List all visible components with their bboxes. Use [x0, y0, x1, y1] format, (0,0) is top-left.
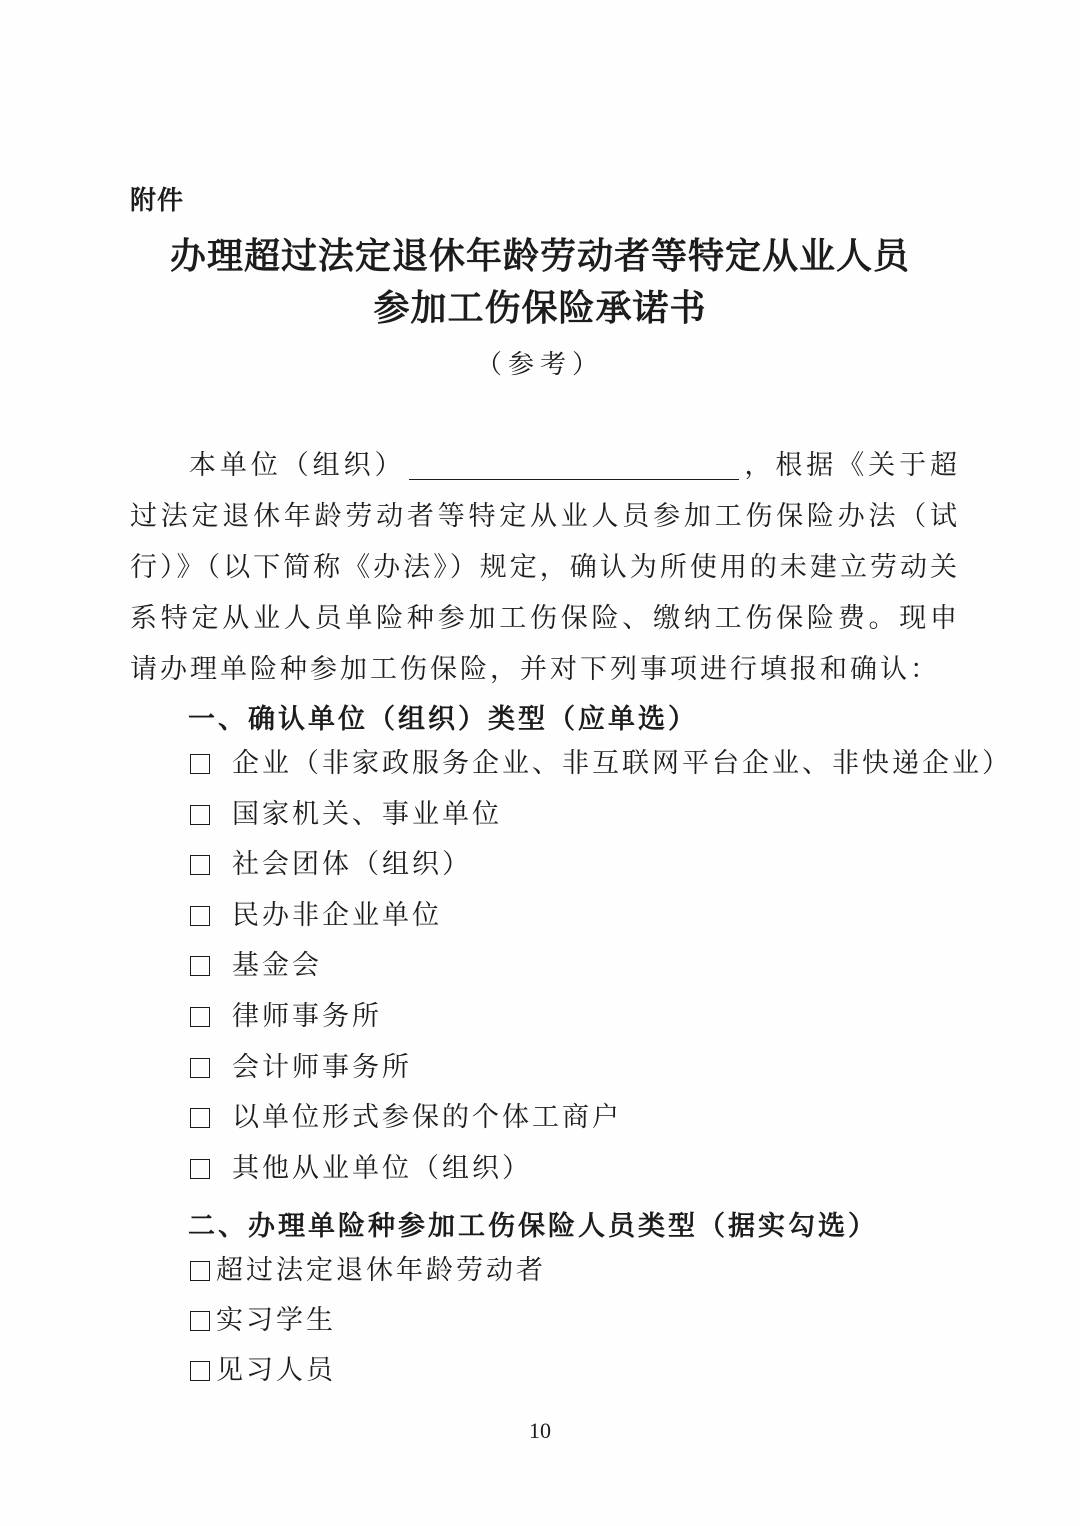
org-type-option[interactable] [190, 949, 322, 983]
checkbox-icon[interactable] [190, 754, 210, 774]
page-number: 10 [529, 1418, 551, 1443]
checkbox-icon[interactable] [190, 1108, 210, 1128]
checkbox-icon[interactable] [190, 1361, 210, 1381]
section1-heading: 一、确认单位（组织）类型（应单选） [188, 704, 698, 735]
org-type-option[interactable] [190, 1101, 622, 1135]
organization-name-blank[interactable] [409, 447, 739, 480]
checkbox-icon[interactable] [190, 855, 210, 875]
org-type-option[interactable] [190, 1152, 532, 1186]
intro-body: ，根据《关于超过法定退休年龄劳动者等特定从业人员参加工伤保险办法（试行）》（以下简称《办法》）规定，确认为所使用的未建立劳动关系特定从业人员单险种参加工伤保险、缴纳工伤保险费。现申请办理单险种参加工伤保险，并对下列事项进行填报和确认： [130, 450, 961, 685]
attachment-label: 附件 [130, 186, 185, 216]
document-title-line1: 办理超过法定退休年龄劳动者等特定从业人员 [169, 235, 910, 277]
org-type-option[interactable] [190, 747, 1012, 781]
document-title-line2: 参加工伤保险承诺书 [373, 287, 707, 329]
option-label: 企业（非家政服务企业、非互联网平台企业、非快递企业） [232, 748, 1012, 779]
checkbox-icon[interactable] [190, 1058, 210, 1078]
option-label: 见习人员 [216, 1355, 336, 1386]
person-type-option[interactable] [190, 1304, 336, 1338]
checkbox-icon[interactable] [190, 1261, 210, 1281]
checkbox-icon[interactable] [190, 906, 210, 926]
option-label: 国家机关、事业单位 [232, 799, 502, 830]
person-type-option[interactable] [190, 1254, 546, 1288]
option-label: 以单位形式参保的个体工商户 [232, 1102, 622, 1133]
section2-heading: 二、办理单险种参加工伤保险人员类型（据实勾选） [188, 1211, 878, 1242]
org-type-option[interactable] [190, 848, 472, 882]
org-type-option[interactable] [190, 798, 502, 832]
org-type-option[interactable] [190, 1051, 412, 1085]
person-type-option[interactable] [190, 1354, 336, 1388]
org-type-option[interactable] [190, 1000, 382, 1034]
org-type-option[interactable] [190, 899, 442, 933]
checkbox-icon[interactable] [190, 805, 210, 825]
checkbox-icon[interactable] [190, 1159, 210, 1179]
option-label: 会计师事务所 [232, 1052, 412, 1083]
intro-paragraph [130, 440, 960, 695]
option-label: 基金会 [232, 950, 322, 981]
option-label: 民办非企业单位 [232, 900, 442, 931]
intro-prefix: 本单位（组织） [188, 450, 406, 481]
checkbox-icon[interactable] [190, 956, 210, 976]
option-label: 律师事务所 [232, 1001, 382, 1032]
option-label: 社会团体（组织） [232, 849, 472, 880]
checkbox-icon[interactable] [190, 1311, 210, 1331]
option-label: 超过法定退休年龄劳动者 [216, 1255, 546, 1286]
document-subtitle: （参考） [475, 350, 604, 380]
option-label: 实习学生 [216, 1305, 336, 1336]
checkbox-icon[interactable] [190, 1007, 210, 1027]
option-label: 其他从业单位（组织） [232, 1153, 532, 1184]
